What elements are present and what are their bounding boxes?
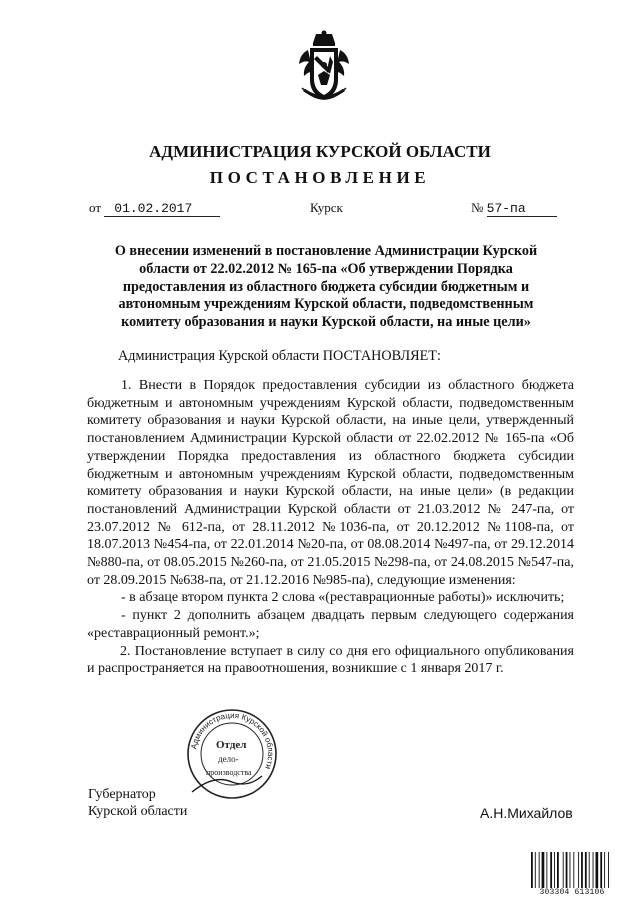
- paragraph-3: - пункт 2 дополнить абзацем двадцать первым следующего содержания «реставрационный ремонт.»;: [87, 608, 574, 641]
- date-value: 01.02.2017: [104, 201, 220, 217]
- barcode-bar: [600, 852, 602, 888]
- barcode-bar: [550, 852, 552, 888]
- paragraph-1: 1. Внести в Порядок предоставления субсидии из областного бюджета бюджетным и автономным учреждениям Курской области, подведомственным комитету образования и науки Курской области, на иные цели, утвержденный постановлением Администрации Курской области от 22.02.2012 № 165-па «Об утверждении Порядка предоставления из областного бюджета субсидии бюджетным и автономным учреждениям Курской области, подведомственным комитету образования и науки Курской области, на иные цели» (в редакции постановлений Администрации Курской области от 21.03.2012 № 247-па, от 23.07.2012 № 612-па, от 28.11.2012 №1036-па, от 20.12.2012 №1108-па, от 18.07.2013 №454-па, от 22.01.2014 №20-па, от 08.08.2014 №497-па, от 29.12.2014 №880-па, от 08.05.2015 №260-па, от 21.05.2015 №298-па, от 24.08.2015 №547-па, от 28.09.2015 №638-па, от 21.12.2016 №985-па), следующие изменения:: [87, 378, 574, 588]
- document-type-title: ПОСТАНОВЛЕНИЕ: [209, 168, 431, 187]
- barcode-bar: [608, 852, 609, 888]
- preamble: Администрация Курской области ПОСТАНОВЛЯЕТ:: [118, 348, 441, 364]
- signature-position-line1: Губернатор: [88, 787, 156, 802]
- stamp-line-1: Отдел: [216, 739, 247, 751]
- number-value: 57-па: [487, 201, 557, 217]
- signature-position: [88, 786, 187, 820]
- barcode-bar: [542, 852, 545, 888]
- barcode: [531, 852, 611, 888]
- barcode-bar: [546, 852, 547, 888]
- number-prefix: №: [471, 200, 484, 215]
- barcode-bar: [589, 852, 590, 888]
- barcode-bar: [554, 852, 555, 888]
- barcode-bar: [570, 852, 571, 888]
- barcode-number: 303304 613106: [539, 888, 605, 897]
- barcode-bar: [573, 852, 574, 888]
- barcode-bar: [566, 852, 568, 888]
- signature-position-line2: Курской области: [88, 804, 188, 819]
- signatory-name: А.Н.Михайлов: [480, 805, 573, 821]
- barcode-bar: [604, 852, 605, 888]
- document-body: [87, 377, 574, 678]
- document-subject: О внесении изменений в постановление Администрации Курской области от 22.02.2012 № 165-па «Об утверждении Порядка предоставления из областного бюджета субсидии бюджетным и автономным учреждениям Курской области, подведомственным комитету образования и науки Курской области, на иные цели»: [114, 243, 538, 331]
- barcode-bar: [557, 852, 559, 888]
- stamp-line-2: дело-: [218, 754, 239, 764]
- barcode-bar: [535, 852, 536, 888]
- barcode-bar: [531, 852, 533, 888]
- date-field: [89, 200, 220, 217]
- paragraph-2: - в абзаце втором пункта 2 слова «(реставрационные работы)» исключить;: [121, 590, 565, 606]
- barcode-bar: [563, 852, 564, 888]
- barcode-bar: [593, 852, 594, 888]
- barcode-bar: [596, 852, 599, 888]
- barcode-bar: [581, 852, 583, 888]
- organization-title: АДМИНИСТРАЦИЯ КУРСКОЙ ОБЛАСТИ: [149, 142, 491, 161]
- coat-of-arms-emblem: [294, 30, 354, 108]
- paragraph-4: 2. Постановление вступает в силу со дня его официального опубликования и распространяется на правоотношения, возникшие с 1 января 2017 г.: [87, 643, 574, 677]
- city-label: Курск: [310, 200, 343, 215]
- number-field: [471, 200, 557, 217]
- stamp-line-3: производства: [206, 768, 252, 777]
- stamp-ring-text: Администрация Курской области: [189, 710, 276, 771]
- barcode-bar: [585, 852, 587, 888]
- barcode-bar: [539, 852, 540, 888]
- barcode-bar: [578, 852, 579, 888]
- office-stamp: [186, 708, 278, 800]
- date-prefix: от: [89, 200, 102, 215]
